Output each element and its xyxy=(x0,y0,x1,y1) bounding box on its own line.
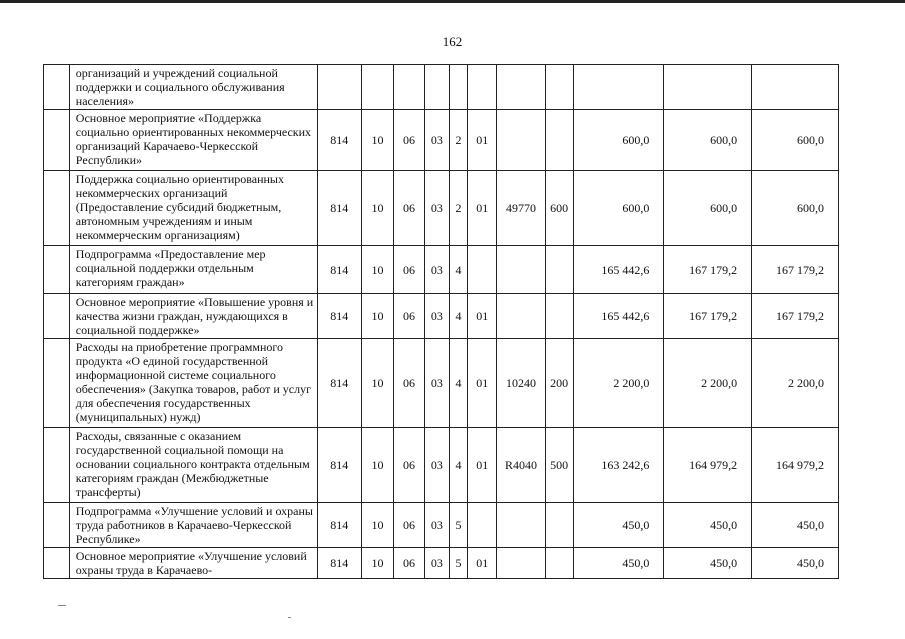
y2020-cell: 167 179,2 xyxy=(664,246,752,294)
y2021-cell: 600,0 xyxy=(752,171,839,246)
subsection-cell: 06 xyxy=(393,110,424,171)
vr-cell: 500 xyxy=(545,428,573,503)
program-cell: 03 xyxy=(424,548,449,579)
y2019-cell: 165 442,6 xyxy=(573,294,664,339)
budget-table xyxy=(43,64,839,579)
y2019-cell xyxy=(573,65,664,110)
number-cell xyxy=(44,171,70,246)
direction-cell xyxy=(497,65,546,110)
event-cell xyxy=(468,65,497,110)
program-cell: 03 xyxy=(424,171,449,246)
event-cell xyxy=(468,246,497,294)
item-name-cell: Поддержка социально ориентированных некоммерческих организаций (Предоставление субсидий бюджетным, автономным учреждениям и иным некоммерческим организациям) xyxy=(69,171,317,246)
direction-cell xyxy=(497,294,546,339)
y2020-cell: 167 179,2 xyxy=(664,294,752,339)
subsection-cell xyxy=(393,65,424,110)
table-row xyxy=(44,246,839,294)
subsection-cell: 06 xyxy=(393,294,424,339)
vr-cell: 200 xyxy=(545,339,573,428)
y2020-cell: 164 979,2 xyxy=(664,428,752,503)
table-body xyxy=(44,65,839,579)
section-cell xyxy=(361,65,393,110)
section-cell: 10 xyxy=(361,171,393,246)
item-name-cell: Основное мероприятие «Улучшение условий охраны труда в Карачаево- xyxy=(69,548,317,579)
section-cell: 10 xyxy=(361,246,393,294)
number-cell xyxy=(44,428,70,503)
y2020-cell: 2 200,0 xyxy=(664,339,752,428)
section-cell: 10 xyxy=(361,503,393,548)
ministry-cell xyxy=(317,65,361,110)
y2021-cell: 2 200,0 xyxy=(752,339,839,428)
subprogram-cell: 4 xyxy=(449,246,468,294)
vr-cell xyxy=(545,65,573,110)
page-number: 162 xyxy=(442,34,463,49)
direction-cell xyxy=(497,110,546,171)
item-name-cell: Подпрограмма «Улучшение условий и охраны труда работников в Карачаево-Черкесской Республике» xyxy=(69,503,317,548)
number-cell xyxy=(44,246,70,294)
subsection-cell: 06 xyxy=(393,171,424,246)
y2019-cell: 600,0 xyxy=(573,171,664,246)
y2021-cell: 167 179,2 xyxy=(752,246,839,294)
event-cell xyxy=(468,503,497,548)
subsection-cell: 06 xyxy=(393,503,424,548)
program-cell: 03 xyxy=(424,246,449,294)
section-cell: 10 xyxy=(361,548,393,579)
event-cell: 01 xyxy=(468,548,497,579)
ministry-cell: 814 xyxy=(317,294,361,339)
table-row xyxy=(44,65,839,110)
vr-cell xyxy=(545,548,573,579)
vr-cell xyxy=(545,294,573,339)
event-cell: 01 xyxy=(468,294,497,339)
program-cell: 03 xyxy=(424,428,449,503)
y2020-cell: 450,0 xyxy=(664,503,752,548)
y2019-cell: 165 442,6 xyxy=(573,246,664,294)
subprogram-cell: 4 xyxy=(449,339,468,428)
y2021-cell xyxy=(752,65,839,110)
y2021-cell: 167 179,2 xyxy=(752,294,839,339)
item-name-cell: Подпрограмма «Предоставление мер социальной поддержки отдельным категориям граждан» xyxy=(69,246,317,294)
ministry-cell: 814 xyxy=(317,246,361,294)
section-cell: 10 xyxy=(361,294,393,339)
y2021-cell: 164 979,2 xyxy=(752,428,839,503)
direction-cell: 10240 xyxy=(497,339,546,428)
table-row xyxy=(44,110,839,171)
y2020-cell: 450,0 xyxy=(664,548,752,579)
direction-cell xyxy=(497,503,546,548)
subprogram-cell: 2 xyxy=(449,110,468,171)
program-cell: 03 xyxy=(424,339,449,428)
subprogram-cell: 5 xyxy=(449,503,468,548)
table-row xyxy=(44,339,839,428)
number-cell xyxy=(44,294,70,339)
y2021-cell: 600,0 xyxy=(752,110,839,171)
subsection-cell: 06 xyxy=(393,548,424,579)
ministry-cell: 814 xyxy=(317,428,361,503)
subprogram-cell: 4 xyxy=(449,294,468,339)
subsection-cell: 06 xyxy=(393,246,424,294)
y2020-cell: 600,0 xyxy=(664,171,752,246)
ministry-cell: 814 xyxy=(317,110,361,171)
vr-cell xyxy=(545,110,573,171)
number-cell xyxy=(44,110,70,171)
table-row xyxy=(44,503,839,548)
y2020-cell xyxy=(664,65,752,110)
event-cell: 01 xyxy=(468,110,497,171)
vr-cell xyxy=(545,246,573,294)
y2019-cell: 600,0 xyxy=(573,110,664,171)
ministry-cell: 814 xyxy=(317,171,361,246)
ministry-cell: 814 xyxy=(317,548,361,579)
section-cell: 10 xyxy=(361,110,393,171)
scan-top-edge xyxy=(0,0,905,3)
y2021-cell: 450,0 xyxy=(752,503,839,548)
subprogram-cell: 2 xyxy=(449,171,468,246)
scan-speck xyxy=(58,605,66,606)
item-name-cell: Основное мероприятие «Поддержка социально ориентированных некоммерческих организаций Карачаево-Черкесской Республики» xyxy=(69,110,317,171)
section-cell: 10 xyxy=(361,428,393,503)
direction-cell xyxy=(497,246,546,294)
ministry-cell: 814 xyxy=(317,503,361,548)
subprogram-cell: 5 xyxy=(449,548,468,579)
subsection-cell: 06 xyxy=(393,339,424,428)
y2019-cell: 163 242,6 xyxy=(573,428,664,503)
y2021-cell: 450,0 xyxy=(752,548,839,579)
y2019-cell: 450,0 xyxy=(573,503,664,548)
section-cell: 10 xyxy=(361,339,393,428)
direction-cell: 49770 xyxy=(497,171,546,246)
table-row xyxy=(44,548,839,579)
ministry-cell: 814 xyxy=(317,339,361,428)
table-row xyxy=(44,294,839,339)
program-cell: 03 xyxy=(424,110,449,171)
event-cell: 01 xyxy=(468,339,497,428)
event-cell: 01 xyxy=(468,171,497,246)
program-cell: 03 xyxy=(424,294,449,339)
program-cell xyxy=(424,65,449,110)
event-cell: 01 xyxy=(468,428,497,503)
number-cell xyxy=(44,548,70,579)
table-row xyxy=(44,171,839,246)
subprogram-cell: 4 xyxy=(449,428,468,503)
y2020-cell: 600,0 xyxy=(664,110,752,171)
vr-cell xyxy=(545,503,573,548)
subsection-cell: 06 xyxy=(393,428,424,503)
direction-cell: R4040 xyxy=(497,428,546,503)
y2019-cell: 450,0 xyxy=(573,548,664,579)
item-name-cell: Основное мероприятие «Повышение уровня и качества жизни граждан, нуждающихся в социальной поддержке» xyxy=(69,294,317,339)
number-cell xyxy=(44,65,70,110)
number-cell xyxy=(44,503,70,548)
item-name-cell: Расходы, связанные с оказанием государственной социальной помощи на основании социального контракта отдельным категориям граждан (Межбюджетные трансферты) xyxy=(69,428,317,503)
direction-cell xyxy=(497,548,546,579)
number-cell xyxy=(44,339,70,428)
item-name-cell: организаций и учреждений социальной поддержки и социального обслуживания населения» xyxy=(69,65,317,110)
item-name-cell: Расходы на приобретение программного продукта «О единой государственной информационной системе социального обеспечения» (Закупка товаров, работ и услуг для обеспечения государственных (муниципальных) нужд) xyxy=(69,339,317,428)
y2019-cell: 2 200,0 xyxy=(573,339,664,428)
vr-cell: 600 xyxy=(545,171,573,246)
program-cell: 03 xyxy=(424,503,449,548)
scan-speck xyxy=(288,617,291,618)
subprogram-cell xyxy=(449,65,468,110)
table-row xyxy=(44,428,839,503)
